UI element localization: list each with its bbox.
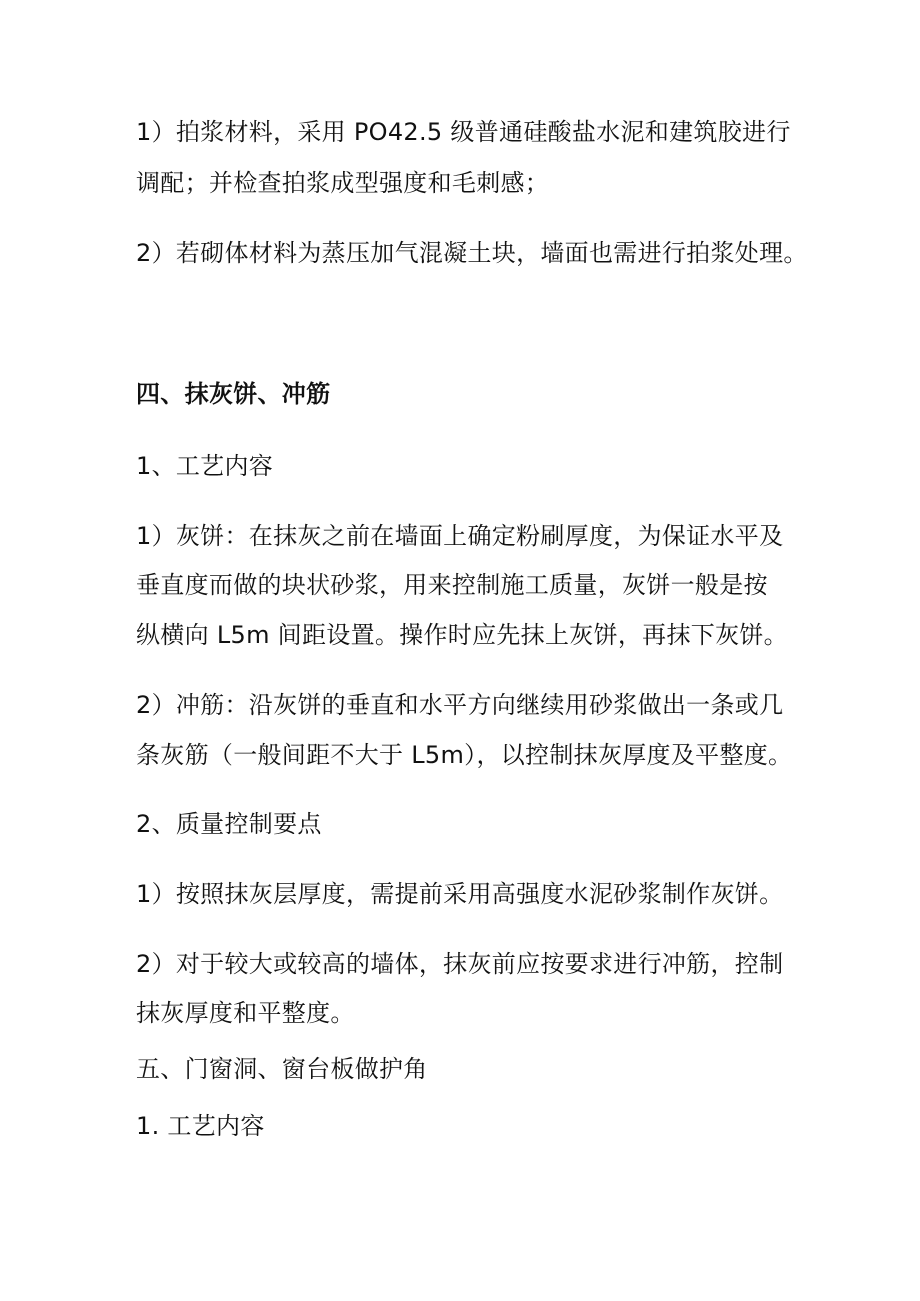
subsection-heading: 1. 工艺内容 xyxy=(136,1112,265,1140)
paragraph-line: 1）拍浆材料，采用 PO42.5 级普通硅酸盐水泥和建筑胶进行 xyxy=(136,118,791,146)
paragraph-line: 2）冲筋：沿灰饼的垂直和水平方向继续用砂浆做出一条或几 xyxy=(136,691,784,719)
paragraph-line: 2）对于较大或较高的墙体，抹灰前应按要求进行冲筋，控制 xyxy=(136,950,784,978)
section-heading: 四、抹灰饼、冲筋 xyxy=(136,380,331,408)
paragraph-line: 抹灰厚度和平整度。 xyxy=(136,999,355,1027)
paragraph-line: 条灰筋（一般间距不大于 L5m），以控制抹灰厚度及平整度。 xyxy=(136,741,793,769)
paragraph-line: 1）灰饼：在抹灰之前在墙面上确定粉刷厚度，为保证水平及 xyxy=(136,522,784,550)
paragraph-line: 垂直度而做的块状砂浆，用来控制施工质量，灰饼一般是按 xyxy=(136,571,768,599)
paragraph-line: 2）若砌体材料为蒸压加气混凝土块，墙面也需进行拍浆处理。 xyxy=(136,239,808,267)
subsection-heading: 2、质量控制要点 xyxy=(136,810,322,838)
paragraph-line: 1）按照抹灰层厚度，需提前采用高强度水泥砂浆制作灰饼。 xyxy=(136,880,784,908)
paragraph-line: 调配；并检查拍浆成型强度和毛刺感； xyxy=(136,169,550,197)
section-heading: 五、门窗洞、窗台板做护角 xyxy=(136,1055,428,1083)
paragraph-line: 纵横向 L5m 间距设置。操作时应先抹上灰饼，再抹下灰饼。 xyxy=(136,621,788,649)
subsection-heading: 1、工艺内容 xyxy=(136,452,274,480)
